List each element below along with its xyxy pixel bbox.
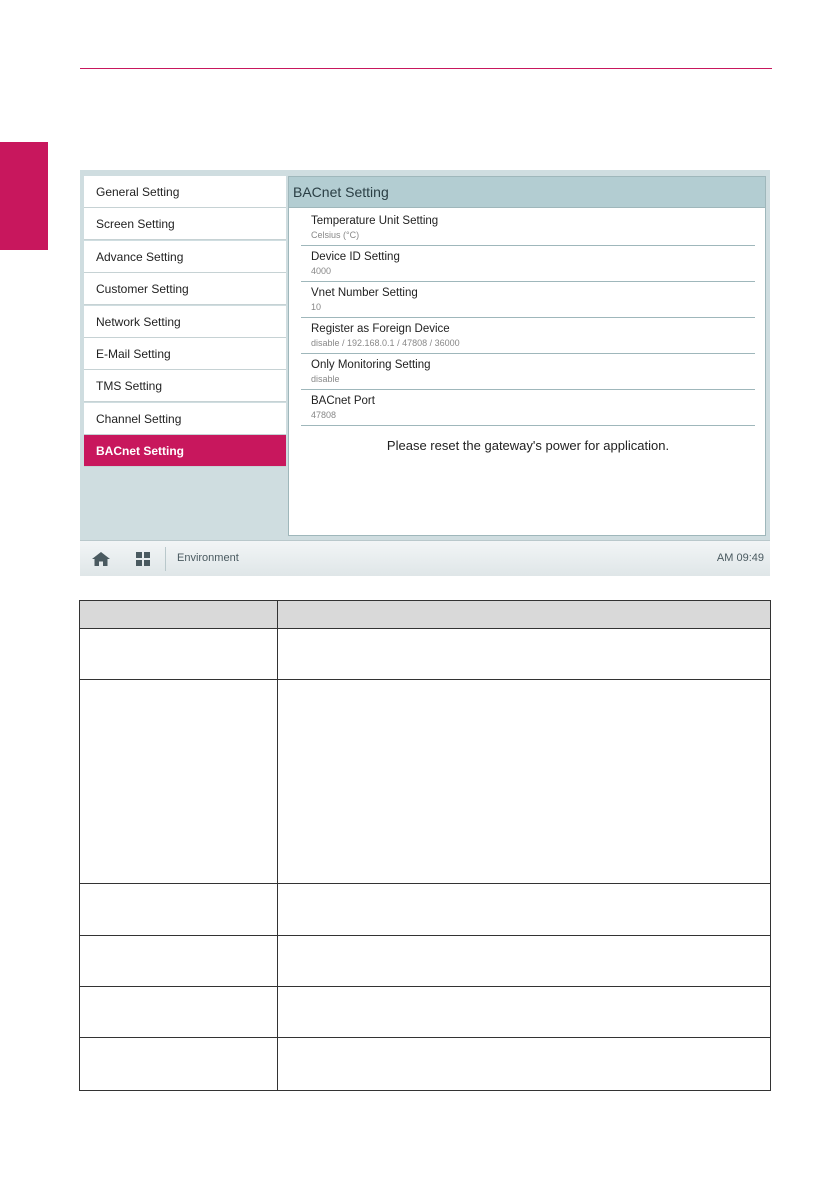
sidebar-item-advance-setting[interactable]: Advance Setting bbox=[84, 241, 286, 273]
table-header-cell bbox=[80, 601, 278, 629]
setting-row-foreign-device[interactable] bbox=[301, 318, 755, 354]
settings-sidebar bbox=[84, 176, 286, 540]
table-cell bbox=[278, 936, 771, 987]
setting-row-temperature-unit[interactable] bbox=[301, 210, 755, 246]
sidebar-item-email-setting[interactable]: E-Mail Setting bbox=[84, 338, 286, 370]
setting-label: Temperature Unit Setting bbox=[311, 215, 439, 227]
table-row bbox=[80, 936, 771, 987]
top-rule bbox=[80, 68, 772, 69]
table-header-row bbox=[80, 601, 771, 629]
breadcrumb: Environment bbox=[177, 552, 239, 564]
clock: AM 09:49 bbox=[716, 552, 764, 564]
home-icon[interactable] bbox=[92, 552, 110, 566]
table-cell bbox=[80, 629, 278, 680]
bottom-divider bbox=[165, 547, 166, 571]
table-cell bbox=[80, 1038, 278, 1091]
sidebar-item-network-setting[interactable]: Network Setting bbox=[84, 306, 286, 338]
bottom-bar bbox=[80, 540, 770, 576]
table-cell bbox=[80, 936, 278, 987]
table-cell bbox=[278, 987, 771, 1038]
setting-value: 10 bbox=[311, 302, 322, 312]
sidebar-item-bacnet-setting[interactable]: BACnet Setting bbox=[84, 435, 286, 467]
table-row bbox=[80, 987, 771, 1038]
screenshot-frame bbox=[80, 170, 770, 576]
table-cell bbox=[278, 1038, 771, 1091]
sidebar-item-tms-setting[interactable]: TMS Setting bbox=[84, 370, 286, 402]
setting-row-device-id[interactable] bbox=[301, 246, 755, 282]
bacnet-settings-panel bbox=[288, 176, 766, 536]
setting-value: disable / 192.168.0.1 / 47808 / 36000 bbox=[311, 338, 460, 348]
setting-label: BACnet Port bbox=[311, 395, 375, 407]
setting-row-bacnet-port[interactable] bbox=[301, 390, 755, 426]
sidebar-item-customer-setting[interactable]: Customer Setting bbox=[84, 273, 286, 305]
setting-label: Device ID Setting bbox=[311, 251, 400, 263]
setting-value: Celsius (°C) bbox=[311, 230, 360, 240]
table-row bbox=[80, 884, 771, 936]
reset-notice: Please reset the gateway's power for application. bbox=[386, 438, 670, 453]
setting-value: 4000 bbox=[311, 266, 332, 276]
setting-label: Vnet Number Setting bbox=[311, 287, 418, 299]
table-row bbox=[80, 1038, 771, 1091]
table-cell bbox=[80, 884, 278, 936]
grid-icon[interactable] bbox=[136, 552, 150, 566]
panel-title: BACnet Setting bbox=[289, 177, 765, 208]
table-header-cell bbox=[278, 601, 771, 629]
setting-label: Register as Foreign Device bbox=[311, 323, 450, 335]
sidebar-item-screen-setting[interactable]: Screen Setting bbox=[84, 208, 286, 240]
table-cell bbox=[80, 987, 278, 1038]
table-row bbox=[80, 680, 771, 884]
table-cell bbox=[278, 884, 771, 936]
setting-value: disable bbox=[311, 374, 340, 384]
sidebar-item-general-setting[interactable]: General Setting bbox=[84, 176, 286, 208]
table-row bbox=[80, 629, 771, 680]
table-cell bbox=[80, 680, 278, 884]
setting-value: 47808 bbox=[311, 410, 337, 420]
setting-row-vnet-number[interactable] bbox=[301, 282, 755, 318]
description-table bbox=[79, 600, 771, 1091]
chapter-tab bbox=[0, 142, 48, 250]
setting-row-only-monitoring[interactable] bbox=[301, 354, 755, 390]
table-cell bbox=[278, 680, 771, 884]
sidebar-item-channel-setting[interactable]: Channel Setting bbox=[84, 403, 286, 435]
table-cell bbox=[278, 629, 771, 680]
setting-label: Only Monitoring Setting bbox=[311, 359, 431, 371]
